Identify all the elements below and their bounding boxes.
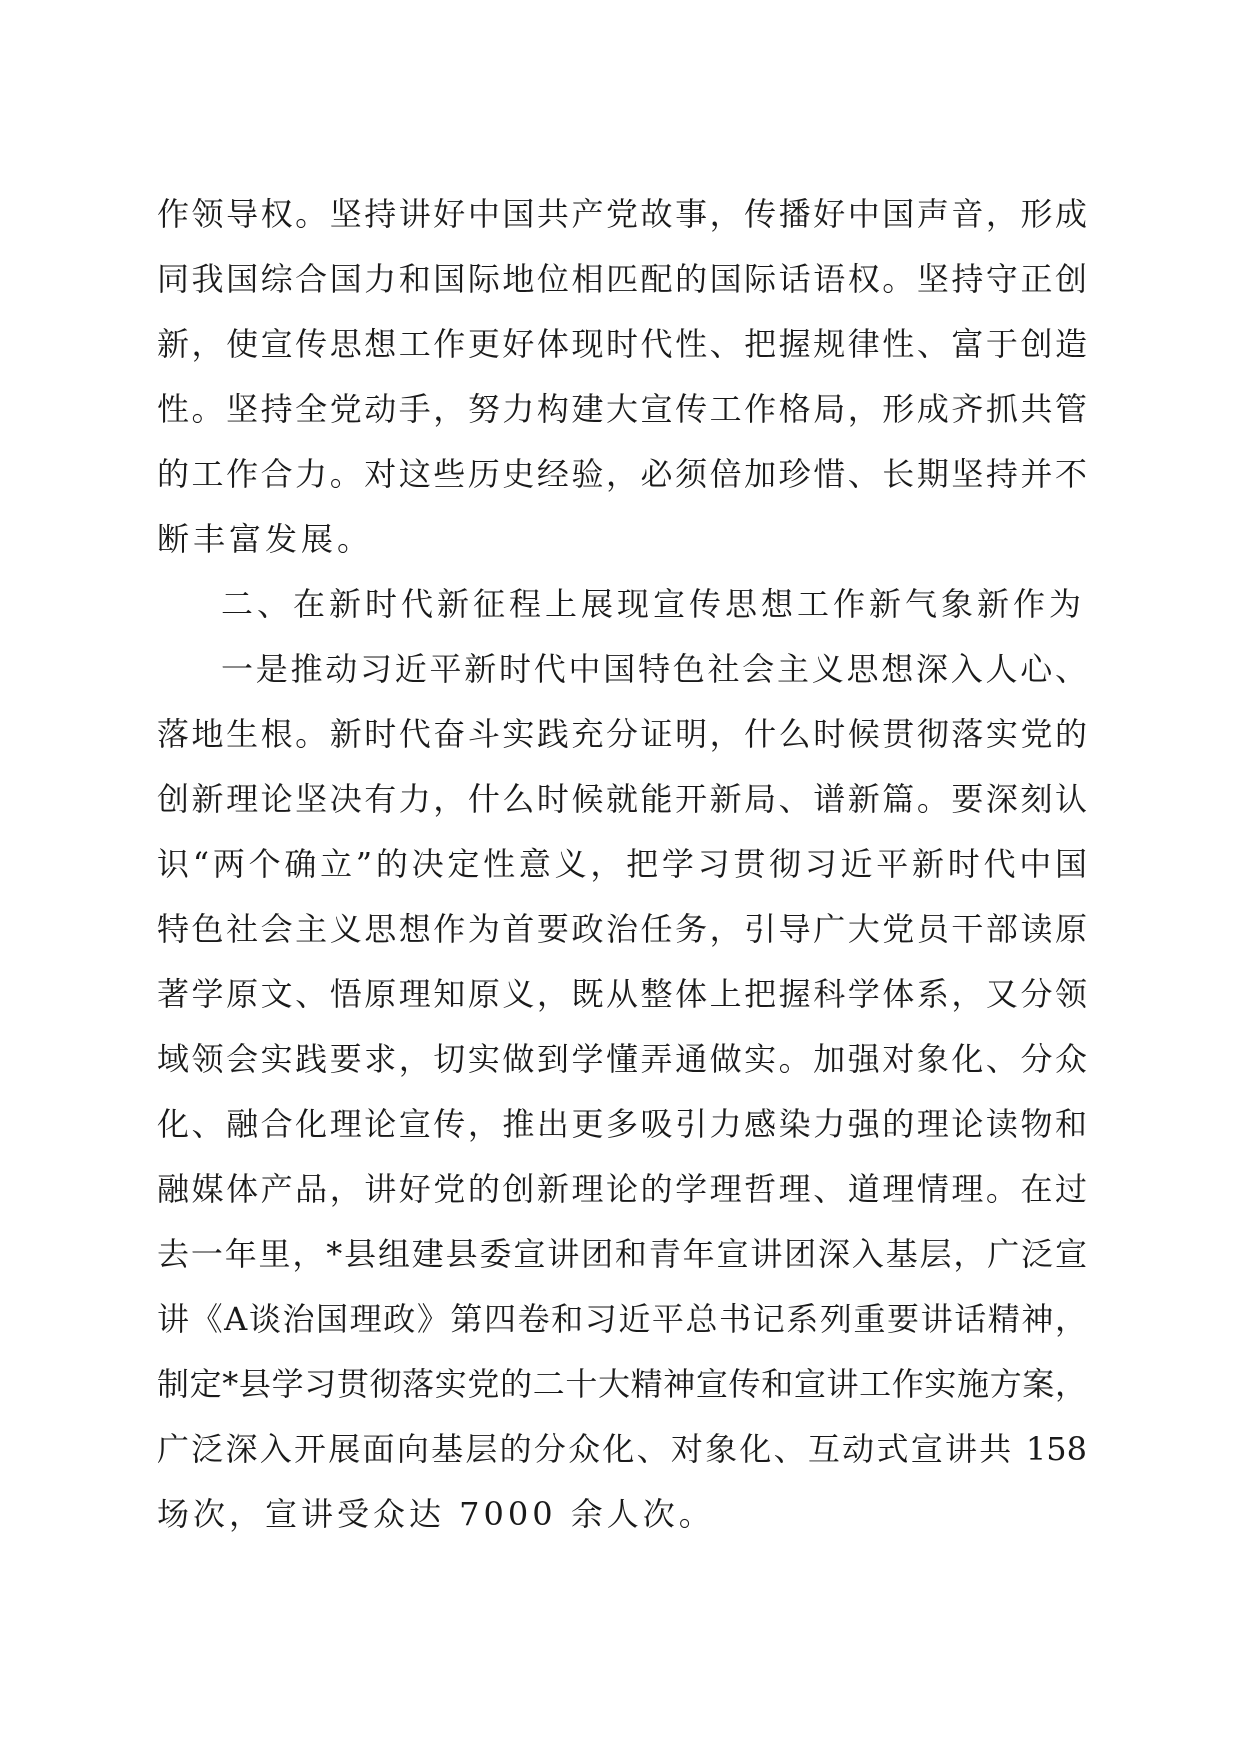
text-line: 断丰富发展。 (157, 520, 374, 558)
text-line: 落地生根。新时代奋斗实践充分证明，什么时候贯彻落实党的 (157, 715, 1087, 753)
text-line: 的工作合力。对这些历史经验，必须倍加珍惜、长期坚持并不 (157, 455, 1087, 493)
text-line: 融媒体产品，讲好党的创新理论的学理哲理、道理情理。在过 (157, 1170, 1087, 1208)
text-line: 著学原文、悟原理知原义，既从整体上把握科学体系，又分领 (157, 975, 1087, 1013)
text-line: 制定*县学习贯彻落实党的二十大精神宣传和宣讲工作实施方案， (157, 1365, 1087, 1403)
text-line: 讲《A谈治国理政》第四卷和习近平总书记系列重要讲话精神， (157, 1300, 1087, 1338)
document-body (157, 182, 1087, 1547)
text-line: 同我国综合国力和国际地位相匹配的国际话语权。坚持守正创 (157, 260, 1087, 298)
text-line: 特色社会主义思想作为首要政治任务，引导广大党员干部读原 (157, 910, 1087, 948)
text-line: 性。坚持全党动手，努力构建大宣传工作格局，形成齐抓共管 (157, 390, 1087, 428)
text-line: 域领会实践要求，切实做到学懂弄通做实。加强对象化、分众 (157, 1040, 1087, 1078)
text-line: 新，使宣传思想工作更好体现时代性、把握规律性、富于创造 (157, 325, 1087, 363)
text-line: 一是推动习近平新时代中国特色社会主义思想深入人心、 (221, 650, 1087, 688)
text-line: 作领导权。坚持讲好中国共产党故事，传播好中国声音，形成 (157, 195, 1087, 233)
text-line: 广泛深入开展面向基层的分众化、对象化、互动式宣讲共 158 (157, 1430, 1087, 1468)
text-line: 去一年里，*县组建县委宣讲团和青年宣讲团深入基层，广泛宣 (157, 1235, 1087, 1273)
text-line: 场次，宣讲受众达 7000 余人次。 (157, 1495, 715, 1533)
text-line: 化、融合化理论宣传，推出更多吸引力感染力强的理论读物和 (157, 1105, 1087, 1143)
section-heading: 二、在新时代新征程上展现宣传思想工作新气象新作为 (221, 585, 1086, 623)
text-line: 创新理论坚决有力，什么时候就能开新局、谱新篇。要深刻认 (157, 780, 1087, 818)
text-line: 识“两个确立”的决定性意义，把学习贯彻习近平新时代中国 (157, 845, 1087, 883)
